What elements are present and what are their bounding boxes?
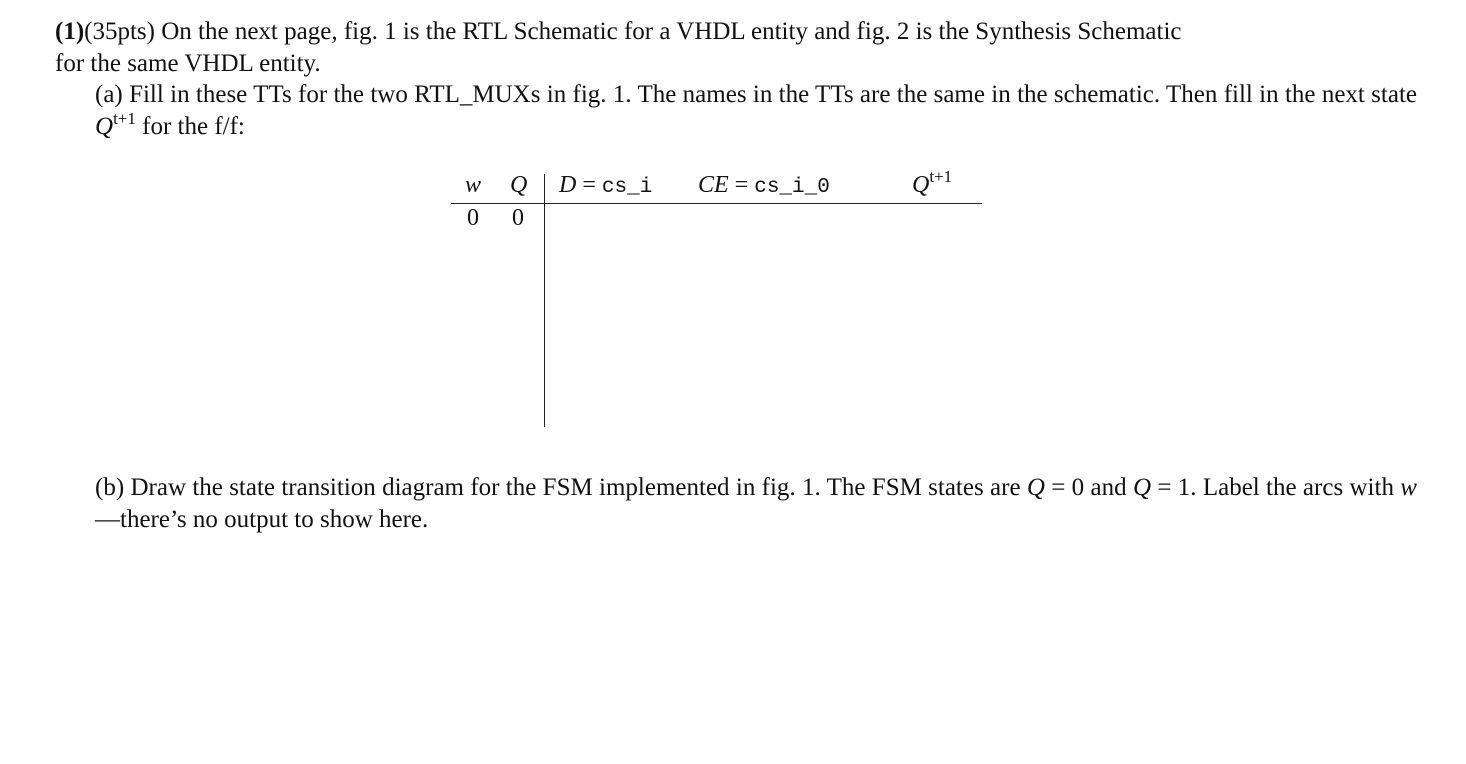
col-header-w: w	[465, 172, 482, 198]
col-header-q: Q	[510, 172, 528, 198]
table-header-rule	[451, 203, 982, 204]
part-b-state0-eq: = 0	[1044, 474, 1085, 501]
table-row-0-w: 0	[467, 205, 479, 231]
part-a-end: for the f/f:	[135, 112, 245, 140]
col-header-qnext	[912, 167, 953, 200]
col-header-d-signal: cs_i	[601, 176, 653, 199]
problem-statement	[55, 16, 1377, 79]
table-column-divider	[544, 174, 545, 427]
part-a-q-symbol: Q	[95, 112, 114, 140]
part-b-and: and	[1084, 474, 1133, 501]
part-b-state0-var: Q	[1026, 474, 1045, 501]
problem-points: (35pts)	[84, 18, 155, 45]
col-header-d-eq: =	[576, 172, 602, 198]
part-a-text	[55, 79, 1417, 142]
part-a-body: (a) Fill in these TTs for the two RTL_MUXs in fig. 1. The names in the TTs are the same in the schematic. Then fill in the next state	[95, 81, 1417, 108]
col-header-d-var: D	[559, 172, 577, 198]
col-header-qnext-sup: t+1	[929, 167, 953, 186]
col-header-ce-signal: cs_i_0	[754, 176, 830, 199]
part-b-body3: —there’s no output to show here.	[95, 505, 429, 533]
part-b-w-var: w	[1400, 474, 1417, 501]
problem-intro-line1: On the next page, fig. 1 is the RTL Schematic for a VHDL entity and fig. 2 is the Synthesis Schematic	[154, 18, 1182, 45]
part-b-state1-eq: = 1	[1151, 474, 1191, 501]
part-a-q-sup: t+1	[113, 108, 136, 128]
part-b-body2: . Label the arcs with	[1190, 474, 1401, 501]
part-b-body1: (b) Draw the state transition diagram for the FSM implemented in fig. 1. The FSM states are	[95, 474, 1027, 501]
col-header-ce-var: CE	[698, 172, 729, 198]
part-b-text	[55, 472, 1417, 535]
col-header-d	[559, 170, 652, 203]
part-b-state1-var: Q	[1132, 474, 1151, 501]
problem-number: (1)	[55, 18, 85, 45]
col-header-ce-eq: =	[728, 172, 755, 198]
table-row-0-q: 0	[512, 205, 524, 231]
col-header-ce	[698, 170, 830, 203]
problem-intro-line2: for the same VHDL entity.	[55, 49, 321, 77]
col-header-qnext-var: Q	[912, 172, 930, 198]
